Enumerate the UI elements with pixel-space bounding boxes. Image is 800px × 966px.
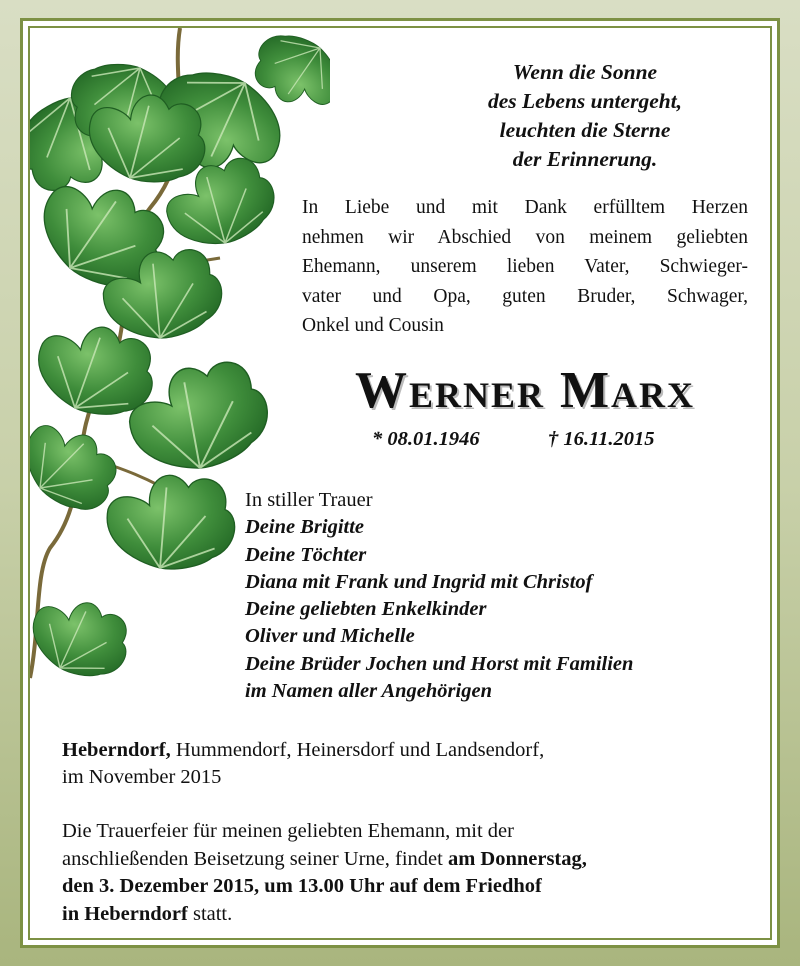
intro-line: In Liebe und mit Dank erfülltem Herzen — [302, 197, 748, 218]
birth-date: * 08.01.1946 — [372, 428, 480, 450]
ceremony-line — [62, 901, 752, 929]
notice-date: im November 2015 — [62, 766, 222, 788]
place-line — [62, 737, 752, 764]
ceremony-text: statt. — [187, 902, 233, 925]
mourner-line: Oliver und Michelle — [245, 625, 415, 648]
ceremony-location: in Heberndorf — [62, 902, 188, 925]
ceremony-info — [62, 818, 752, 928]
place-and-date — [62, 737, 752, 791]
motto-verse — [425, 58, 745, 174]
motto-line: Wenn die Sonne — [512, 60, 658, 84]
ceremony-text: anschließenden Beisetzung seiner Urne, findet — [62, 847, 448, 870]
mourner-line: Deine Brigitte — [245, 516, 365, 539]
death-date: † 16.11.2015 — [548, 428, 655, 450]
motto-line: des Lebens untergeht, — [487, 89, 683, 113]
intro-line: Onkel und Cousin — [302, 315, 444, 336]
intro-line: vater und Opa, guten Bruder, Schwager, — [302, 285, 748, 307]
ceremony-datetime: den 3. Dezember 2015, um 13.00 Uhr auf dem Friedhof — [62, 875, 542, 897]
place-others: Hummendorf, Heinersdorf und Landsendorf, — [170, 739, 545, 761]
mourner-line: Diana mit Frank und Ingrid mit Christof — [245, 570, 593, 593]
intro-paragraph — [302, 193, 748, 341]
mourners-intro: In stiller Trauer — [245, 489, 373, 511]
deceased-name: Werner Marx — [354, 362, 696, 419]
mourner-line: Deine Töchter — [245, 543, 367, 566]
ceremony-line: Die Trauerfeier für meinen geliebten Ehemann, mit der — [62, 820, 514, 842]
motto-line: leuchten die Sterne — [499, 118, 671, 142]
intro-line: Ehemann, unserem lieben Vater, Schwieger- — [302, 256, 748, 277]
motto-line: der Erinnerung. — [512, 147, 658, 171]
mourner-line: im Namen aller Angehörigen — [245, 680, 492, 703]
ceremony-line — [62, 846, 752, 874]
intro-line: nehmen wir Abschied von meinem geliebten — [302, 226, 748, 248]
mourner-line: Deine Brüder Jochen und Horst mit Familien — [245, 652, 634, 675]
mourners-list — [245, 487, 765, 705]
place-town: Heberndorf, — [62, 739, 171, 761]
notice-body — [28, 26, 772, 940]
notice-frame — [20, 18, 780, 948]
ceremony-line — [62, 873, 752, 901]
mourner-line: Deine geliebten Enkelkinder — [245, 598, 487, 621]
ceremony-day: am Donnerstag, — [447, 847, 587, 870]
